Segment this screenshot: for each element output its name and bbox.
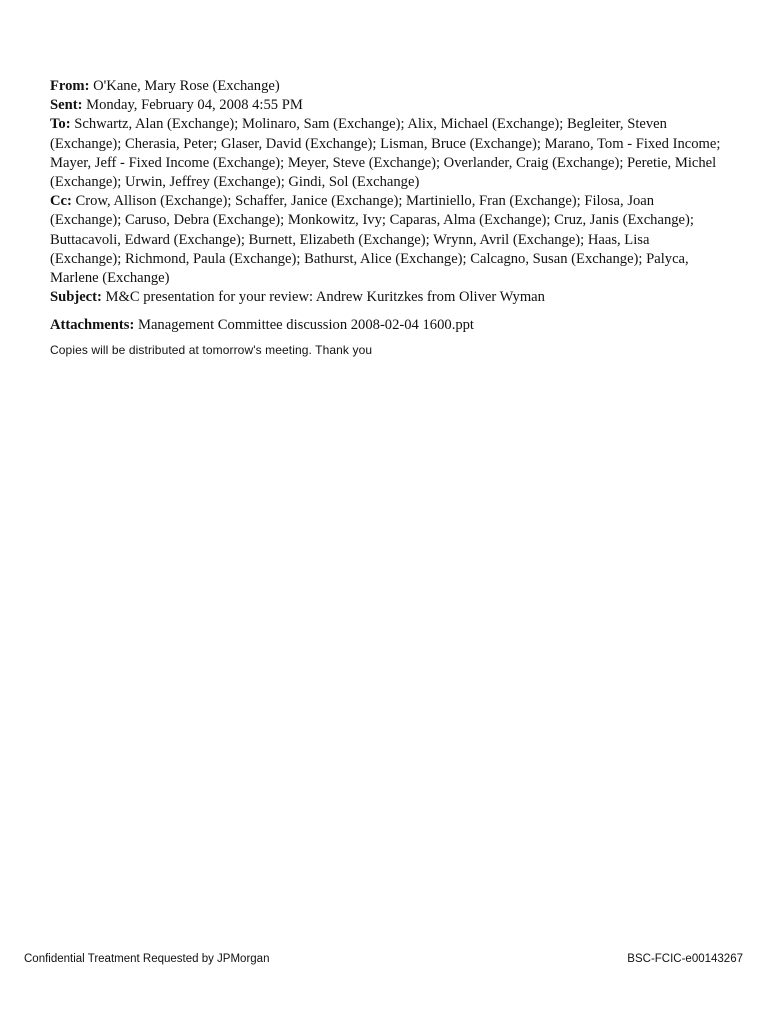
attachments-label: Attachments:: [50, 317, 135, 334]
sent-value: Monday, February 04, 2008 4:55 PM: [86, 97, 303, 114]
subject-field: [50, 288, 722, 307]
email-header: [50, 77, 722, 336]
to-label: To:: [50, 116, 71, 133]
subject-label: Subject:: [50, 289, 102, 306]
to-field: [50, 115, 722, 192]
cc-recipients: Crow, Allison (Exchange); Schaffer, Janice (Exchange); Martiniello, Fran (Exchange); Filosa, Joan (Exchange); Caruso, Debra (Exchange); Monkowitz, Ivy; Caparas, Alma (Exchange); Cruz, Janis (Exchange); Buttacavoli, Edward (Exchange); Burnett, Elizabeth (Exchange); Wrynn, Avril (Exchange); Haas, Lisa (Exchange); Richmond, Paula (Exchange); Bathurst, Alice (Exchange); Calcagno, Susan (Exchange); Palyca, Marlene (Exchange): [50, 193, 694, 287]
attachments-field: [50, 316, 722, 335]
sent-label: Sent:: [50, 97, 83, 114]
subject-value: M&C presentation for your review: Andrew Kuritzkes from Oliver Wyman: [105, 289, 545, 306]
spacer: [50, 307, 722, 316]
from-label: From:: [50, 78, 90, 94]
email-body: Copies will be distributed at tomorrow's meeting. Thank you: [50, 343, 373, 357]
confidential-notice: Confidential Treatment Requested by JPMorgan: [24, 953, 270, 965]
from-value: O'Kane, Mary Rose (Exchange): [93, 78, 280, 94]
bates-number: BSC-FCIC-e00143267: [627, 953, 743, 965]
cc-label: Cc:: [50, 193, 72, 210]
attachment-filename: Management Committee discussion 2008-02-04 1600.ppt: [137, 317, 474, 334]
to-recipients: Schwartz, Alan (Exchange); Molinaro, Sam (Exchange); Alix, Michael (Exchange); Begleiter, Steven (Exchange); Cherasia, Peter; Glaser, David (Exchange); Lisman, Bruce (Exchange); Marano, Tom - Fixed Income; Mayer, Jeff - Fixed Income (Exchange); Meyer, Steve (Exchange); Overlander, Craig (Exchange); Peretie, Michel (Exchange); Urwin, Jeffrey (Exchange); Gindi, Sol (Exchange): [50, 116, 721, 191]
cc-field: [50, 192, 722, 288]
from-field: [50, 77, 722, 96]
sent-field: [50, 96, 722, 115]
